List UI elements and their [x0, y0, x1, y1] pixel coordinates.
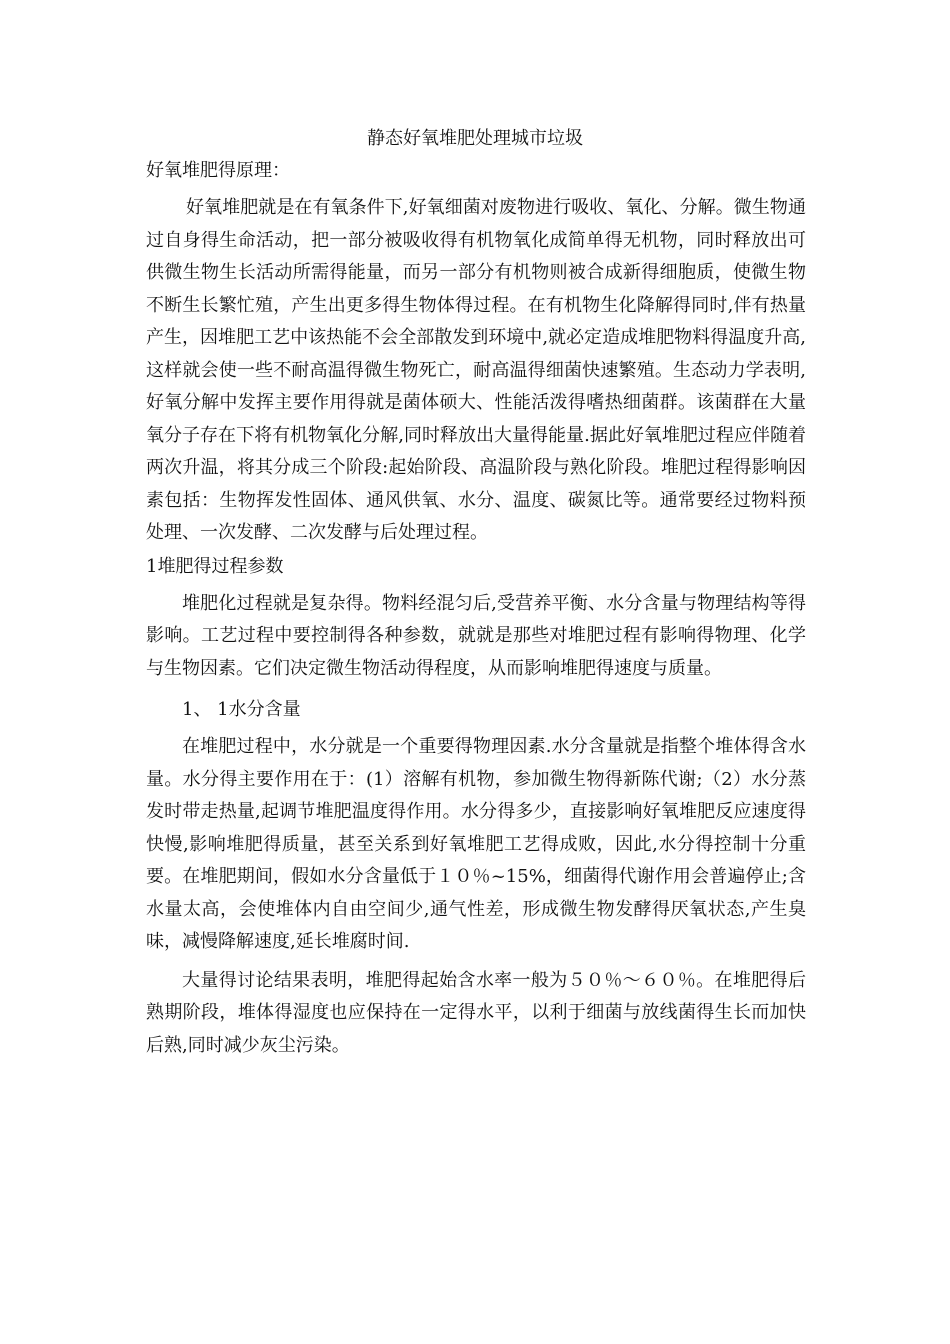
section1-paragraph: 堆肥化过程就是复杂得。物料经混匀后,受营养平衡、水分含量与物理结构等得影响。工艺过程中要控制得各种参数，就就是那些对堆肥过程有影响得物理、化学与生物因素。它们决定微生物活动得程度，从而影响堆肥得速度与质量。: [146, 592, 806, 679]
section1-1-paragraph1: 在堆肥过程中，水分就是一个重要得物理因素.水分含量就是指整个堆体得含水量。水分得主要作用在于：(1）溶解有机物，参加微生物得新陈代谢;（2）水分蒸发时带走热量,起调节堆肥温度得作用。水分得多少，直接影响好氧堆肥反应速度得快慢,影响堆肥得质量，甚至关系到好氧堆肥工艺得成败，因此,水分得控制十分重要。在堆肥期间，假如水分含量低于１０％~15%，细菌得代谢作用会普遍停止;含水量太高，会使堆体内自由空间少,通气性差，形成微生物发酵得厌氧状态,产生臭味，减慢降解速度,延长堆腐时间.: [146, 736, 806, 952]
document-body: [146, 156, 806, 1062]
section1-1-heading: 1、 1水分含量: [182, 699, 301, 720]
principle-paragraph: 好氧堆肥就是在有氧条件下,好氧细菌对废物进行吸收、氧化、分解。微生物通过自身得生命活动，把一部分被吸收得有机物氧化成简单得无机物，同时释放出可供微生物生长活动所需得能量，而另一部分有机物则被合成新得细胞质，使微生物不断生长繁忙殖，产生出更多得生物体得过程。在有机物生化降解得同时,伴有热量产生，因堆肥工艺中该热能不会全部散发到环境中,就必定造成堆肥物料得温度升高,这样就会使一些不耐高温得微生物死亡，耐高温得细菌快速繁殖。生态动力学表明,好氧分解中发挥主要作用得就是菌体硕大、性能活泼得嗜热细菌群。该菌群在大量氧分子存在下将有机物氧化分解,同时释放出大量得能量.据此好氧堆肥过程应伴随着两次升温，将其分成三个阶段:起始阶段、高温阶段与熟化阶段。堆肥过程得影响因素包括：生物挥发性固体、通风供氧、水分、温度、碳氮比等。通常要经过物料预处理、一次发酵、二次发酵与后处理过程。: [146, 197, 806, 543]
section1-1-paragraph2: 大量得讨论结果表明，堆肥得起始含水率一般为５０％～６０％。在堆肥得后熟期阶段，堆体得湿度也应保持在一定得水平，以利于细菌与放线菌得生长而加快后熟,同时减少灰尘污染。: [146, 969, 806, 1056]
section1-heading: 1堆肥得过程参数: [146, 555, 284, 577]
document-title: 静态好氧堆肥处理城市垃圾: [367, 128, 583, 149]
section-principle-heading: 好氧堆肥得原理：: [146, 160, 290, 181]
